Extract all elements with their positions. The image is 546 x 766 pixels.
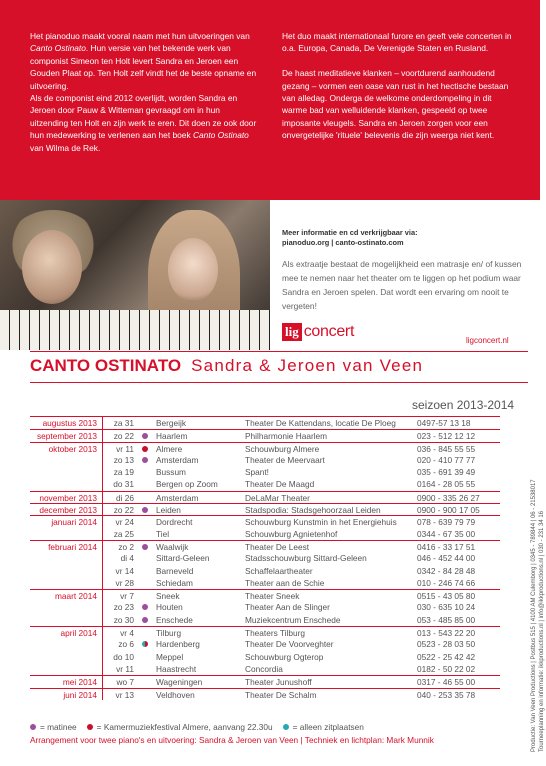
schedule-phone: 0342 - 84 28 48	[417, 565, 476, 576]
schedule-day: zo 30	[113, 614, 134, 625]
intro-right-column	[282, 30, 518, 154]
schedule-city: Waalwijk	[156, 541, 189, 552]
schedule-day: vr 13	[115, 689, 134, 700]
info-links[interactable]: pianoduo.org | canto-ostinato.com	[282, 238, 404, 247]
intro-title-italic: Canto Ostinato	[192, 130, 249, 141]
schedule-city: Wageningen	[156, 677, 203, 688]
column-divider	[102, 601, 103, 613]
schedule-venue: Theater Sneek	[245, 591, 300, 602]
schedule-city: Tilburg	[156, 628, 182, 639]
schedule-venue: Stadsschouwburg Sittard-Geleen	[245, 553, 367, 564]
schedule-city: Tiel	[156, 528, 170, 539]
column-divider	[102, 454, 103, 466]
schedule-city: Amsterdam	[156, 454, 199, 465]
schedule-venue: Theater Aan de Slinger	[245, 602, 330, 613]
schedule-row	[30, 540, 500, 552]
schedule-phone: 0497-57 13 18	[417, 418, 471, 428]
schedule-phone: 010 - 246 74 66	[417, 577, 476, 588]
schedule-row	[30, 651, 500, 663]
schedule-row	[30, 675, 500, 687]
schedule-city: Haarlem	[156, 431, 188, 442]
schedule-row	[30, 515, 500, 527]
schedule-row	[30, 503, 500, 515]
schedule-venue: Theater Junushoff	[245, 677, 312, 688]
matinee-kamermuziek-dot-icon	[142, 641, 148, 647]
schedule-phone: 0317 - 46 55 00	[417, 677, 476, 688]
schedule-day: do 31	[113, 479, 134, 490]
zitplaatsen-dot-icon	[283, 724, 289, 730]
schedule-phone: 0164 - 28 05 55	[417, 479, 476, 490]
legend-item-kamermuziek	[87, 722, 273, 732]
production-sidebar	[530, 479, 546, 752]
title-performers: Sandra & Jeroen van Veen	[191, 356, 424, 375]
schedule-month: september 2013	[37, 431, 97, 442]
schedule-day: di 26	[116, 492, 134, 503]
schedule-day: vr 11	[116, 663, 134, 674]
schedule-day: di 4	[120, 553, 134, 564]
matinee-dot-icon	[142, 604, 148, 610]
schedule-venue: Theater aan de Schie	[245, 577, 325, 588]
intro-text-run: Het pianoduo maakt vooral naam met hun uitvoeringen van	[30, 31, 250, 41]
schedule-row	[30, 478, 500, 490]
column-divider	[102, 492, 103, 503]
schedule-phone: 0900 - 900 17 05	[417, 505, 480, 516]
schedule-day: zo 23	[113, 602, 134, 613]
schedule-row	[30, 663, 500, 675]
schedule-phone: 0182 - 50 22 02	[417, 663, 476, 674]
schedule-month: april 2014	[60, 628, 97, 639]
column-divider	[102, 466, 103, 478]
schedule-city: Barneveld	[156, 565, 194, 576]
ligconcert-logo	[282, 322, 354, 342]
schedule-phone: 078 - 639 79 79	[417, 517, 476, 528]
schedule-venue: Philharmonie Haarlem	[245, 431, 328, 442]
schedule-venue: DeLaMar Theater	[245, 492, 310, 503]
column-divider	[102, 528, 103, 540]
column-divider	[102, 516, 103, 527]
schedule-city: Almere	[156, 443, 183, 454]
credits-footer: Arrangement voor twee piano's en uitvoering: Sandra & Jeroen van Veen | Techniek en lichtplan: Mark Munnik	[30, 735, 434, 745]
legend-kamermuziek-label: = Kamermuziekfestival Almere, aanvang 22.30u	[96, 722, 273, 732]
schedule-day: vr 7	[120, 591, 134, 602]
schedule-month: mei 2014	[62, 677, 97, 688]
column-divider	[102, 614, 103, 626]
schedule-month: november 2013	[39, 492, 97, 503]
schedule-city: Bergen op Zoom	[156, 479, 218, 490]
logo-url-link[interactable]: ligconcert.nl	[466, 336, 509, 345]
schedule-row	[30, 565, 500, 577]
schedule-row	[30, 601, 500, 613]
schedule-phone: 0416 - 33 17 51	[417, 541, 476, 552]
column-divider	[102, 651, 103, 663]
column-divider	[102, 565, 103, 577]
schedule-city: Leiden	[156, 505, 181, 516]
column-divider	[102, 552, 103, 564]
intro-text-run: Als de componist eind 2012 overlijdt, worden Sandra en Jeroen door Pauw & Witteman gevraagd om in hun uitzending ten Holt en zijn werk te eren. Dit doen ze ook door hun medewerking te verlenen aan het boek	[30, 93, 257, 141]
schedule-row	[30, 528, 500, 540]
schedule-day: wo 7	[116, 677, 134, 688]
matinee-dot-icon	[142, 617, 148, 623]
matinee-dot-icon	[142, 544, 148, 550]
intro-panel	[0, 0, 540, 200]
intro-title-italic: Canto Ostinato	[30, 43, 86, 54]
schedule-phone: 023 - 512 12 12	[417, 431, 476, 442]
page-title	[30, 356, 423, 376]
schedule-city: Veldhoven	[156, 689, 195, 700]
matinee-dot-icon	[30, 724, 36, 730]
schedule-row	[30, 417, 500, 429]
sidebar-production-line: Productie: Van Veen Productions | Postbus 515 | 4100 AM Culemborg | 0345 - 789844 | 06 - 21538017	[531, 479, 537, 752]
schedule-row	[30, 688, 500, 700]
column-divider	[102, 627, 103, 638]
matinee-dot-icon	[142, 457, 148, 463]
schedule-phone: 036 - 845 55 55	[417, 443, 476, 454]
schedule-venue: Schouwburg Ogterop	[245, 651, 324, 662]
schedule-month: juni 2014	[63, 689, 97, 700]
schedule-month: februari 2014	[48, 541, 97, 552]
column-divider	[102, 478, 103, 490]
photo-figure-face	[168, 238, 218, 302]
column-divider	[102, 577, 103, 589]
column-divider	[102, 430, 103, 441]
schedule-city: Haastrecht	[156, 663, 197, 674]
schedule-month: oktober 2013	[48, 443, 97, 454]
schedule-row	[30, 442, 500, 454]
schedule-city: Bergeijk	[156, 418, 186, 428]
column-divider	[102, 590, 103, 601]
schedule-day: vr 14	[115, 565, 134, 576]
info-block	[282, 228, 522, 313]
schedule-city: Sneek	[156, 591, 180, 602]
schedule-phone: 0900 - 335 26 27	[417, 492, 480, 503]
logo-concert: concert	[303, 323, 355, 340]
schedule-venue: Spant!	[245, 467, 269, 478]
schedule-day: za 31	[113, 418, 134, 428]
schedule-month: januari 2014	[51, 517, 97, 528]
legend-matinee-label: = matinee	[40, 722, 77, 732]
schedule-row	[30, 454, 500, 466]
schedule-row	[30, 577, 500, 589]
title-canto-ostinato: CANTO OSTINATO	[30, 356, 182, 375]
legend-item-zitplaatsen	[283, 722, 364, 732]
schedule-venue: Theater De Leest	[245, 541, 310, 552]
legend-item-matinee	[30, 722, 77, 732]
intro-left-column	[30, 30, 258, 166]
schedule-table	[30, 416, 500, 700]
schedule-day: zo 2	[118, 541, 134, 552]
schedule-day: za 25	[113, 528, 134, 539]
schedule-row	[30, 429, 500, 441]
intro-paragraph: Het duo maakt internationaal furore en geeft vele concerten in o.a. Europa, Canada, De Verenigde Staten en Rusland.	[282, 31, 512, 54]
schedule-phone: 035 - 691 39 49	[417, 467, 476, 478]
schedule-venue: Schouwburg Agnietenhof	[245, 528, 338, 539]
schedule-day: zo 13	[113, 454, 134, 465]
divider-line	[30, 382, 528, 383]
schedule-phone: 020 - 410 77 77	[417, 454, 476, 465]
column-divider	[102, 504, 103, 515]
schedule-row	[30, 552, 500, 564]
schedule-city: Hardenberg	[156, 639, 200, 650]
column-divider	[102, 417, 103, 429]
column-divider	[102, 663, 103, 675]
schedule-day: vr 28	[115, 577, 134, 588]
schedule-day: zo 22	[113, 505, 134, 516]
schedule-month: december 2013	[39, 505, 97, 516]
schedule-month: maart 2014	[55, 591, 97, 602]
legend	[30, 722, 374, 732]
schedule-phone: 046 - 452 44 00	[417, 553, 476, 564]
schedule-venue: Theater De Schalm	[245, 689, 317, 700]
schedule-venue: Theater De Kattendans, locatie De Ploeg	[245, 418, 396, 428]
schedule-venue: Schouwburg Almere	[245, 443, 320, 454]
column-divider	[102, 676, 103, 687]
schedule-row	[30, 491, 500, 503]
intro-paragraph: De haast meditatieve klanken – voortdurend aanhoudend gezang – vormen een oase van rust in het hectische bestaan van alledag. Onderga de welkome onderdompeling in dit warme bad van welluidende klanken, gespeeld op twee imposante vleugels. Sandra en Jeroen zorgen voor een onvergetelijke 'rituele' belevenis die zijn weerga niet kent.	[282, 68, 509, 141]
schedule-row	[30, 638, 500, 650]
piano-keys	[0, 310, 270, 350]
schedule-day: do 10	[113, 651, 134, 662]
intro-text-run: . Hun versie van het bekende werk van componist Simeon ten Holt levert Sandra en Jeroen een Gouden Plaat op. Ten Holt zelf vindt het de beste opname en uitvoering.	[30, 43, 257, 91]
column-divider	[102, 541, 103, 552]
schedule-phone: 0522 - 25 42 42	[417, 651, 476, 662]
sidebar-tour-line: Tourneeplanning en informatie: ikkproductions.nl | info@ikkproductions.nl | 030 - 231 34 16	[539, 510, 545, 752]
schedule-day: zo 22	[113, 431, 134, 442]
schedule-phone: 0344 - 67 35 00	[417, 528, 476, 539]
schedule-venue: Muziekcentrum Enschede	[245, 614, 341, 625]
duo-photo	[0, 200, 270, 350]
schedule-venue: Schouwburg Kunstmin in het Energiehuis	[245, 517, 397, 528]
schedule-city: Meppel	[156, 651, 184, 662]
matinee-dot-icon	[142, 433, 148, 439]
schedule-phone: 030 - 635 10 24	[417, 602, 476, 613]
intro-paragraph	[30, 30, 258, 154]
season-label: seizoen 2013-2014	[412, 398, 515, 412]
schedule-city: Sittard-Geleen	[156, 553, 210, 564]
schedule-city: Amsterdam	[156, 492, 199, 503]
photo-figure-face	[22, 230, 82, 304]
schedule-venue: Stadspodia: Stadsgehoorzaal Leiden	[245, 505, 381, 516]
schedule-phone: 0523 - 28 03 50	[417, 639, 476, 650]
schedule-city: Bussum	[156, 467, 186, 478]
schedule-venue: Theater De Maagd	[245, 479, 315, 490]
kamermuziek-dot-icon	[87, 724, 93, 730]
schedule-city: Schiedam	[156, 577, 193, 588]
kamermuziek-dot-icon	[142, 446, 148, 452]
schedule-city: Dordrecht	[156, 517, 193, 528]
schedule-day: za 19	[113, 467, 134, 478]
schedule-day: vr 11	[116, 443, 134, 454]
column-divider	[102, 689, 103, 700]
schedule-row	[30, 626, 500, 638]
divider-line	[30, 351, 528, 352]
schedule-phone: 0515 - 43 05 80	[417, 591, 476, 602]
schedule-month: augustus 2013	[42, 418, 97, 428]
schedule-phone: 053 - 485 85 00	[417, 614, 476, 625]
matinee-dot-icon	[142, 507, 148, 513]
logo-lig: lig	[282, 323, 302, 341]
intro-text-run: van Wilma de Rek.	[30, 142, 101, 153]
schedule-row	[30, 589, 500, 601]
schedule-venue: Theater De Voorveghter	[245, 639, 334, 650]
schedule-venue: Concordia	[245, 663, 283, 674]
schedule-phone: 013 - 543 22 20	[417, 628, 476, 639]
schedule-day: vr 4	[120, 628, 134, 639]
schedule-phone: 040 - 253 35 78	[417, 689, 476, 700]
info-text: Als extraatje bestaat de mogelijkheid een matrasje en/ of kussen mee te nemen naar het theater om te liggen op het podium waar Sandra en Jeroen spelen. Dat wordt een ervaring om nooit te vergeten!	[282, 259, 522, 311]
column-divider	[102, 638, 103, 650]
schedule-row	[30, 466, 500, 478]
legend-zitplaatsen-label: = alleen zitplaatsen	[292, 722, 364, 732]
schedule-day: zo 6	[118, 639, 134, 650]
schedule-venue: Schaffelaartheater	[245, 565, 313, 576]
info-title: Meer informatie en cd verkrijgbaar via:	[282, 228, 418, 237]
schedule-venue: Theater de Meervaart	[245, 454, 325, 465]
schedule-row	[30, 614, 500, 626]
schedule-city: Houten	[156, 602, 183, 613]
schedule-day: vr 24	[115, 517, 134, 528]
schedule-city: Enschede	[156, 614, 193, 625]
schedule-venue: Theaters Tilburg	[245, 628, 305, 639]
column-divider	[102, 443, 103, 454]
